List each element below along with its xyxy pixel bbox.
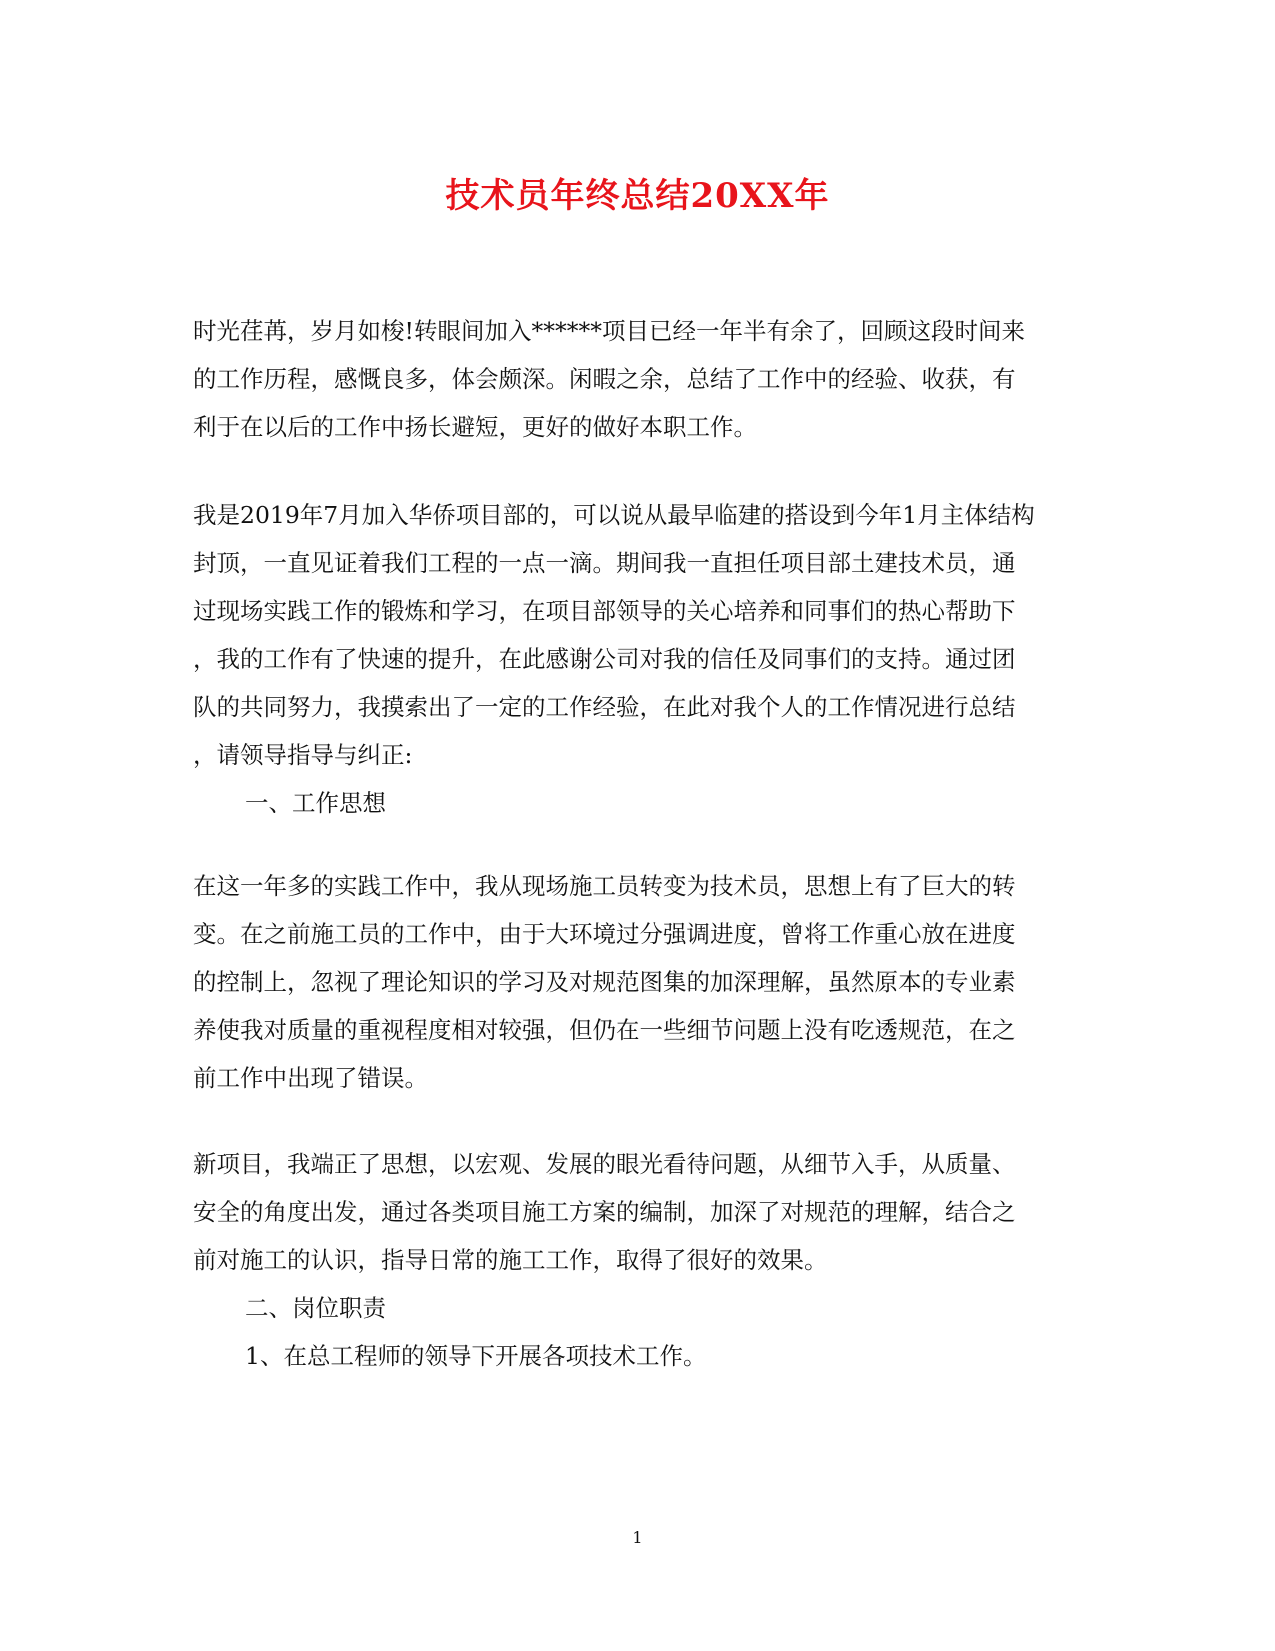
section-heading-1: 一、工作思想 [245,789,386,817]
text-line: 前对施工的认识，指导日常的施工工作，取得了很好的效果。 [193,1246,828,1274]
document-title: 技术员年终总结20XX年 [445,176,830,216]
text-line: 新项目，我端正了思想，以宏观、发展的眼光看待问题，从细节入手，从质量、 [193,1150,1016,1178]
section-heading-2: 二、岗位职责 [245,1294,386,1322]
text-line: 养使我对质量的重视程度相对较强，但仍在一些细节问题上没有吃透规范，在之 [193,1016,1016,1044]
paragraph-background [193,491,1083,827]
text-line: 利于在以后的工作中扬长避短，更好的做好本职工作。 [193,413,757,441]
list-item: 1、在总工程师的领导下开展各项技术工作。 [245,1342,707,1370]
page-number: 1 [632,1528,643,1547]
text-line: 变。在之前施工员的工作中，由于大环境过分强调进度，曾将工作重心放在进度 [193,920,1016,948]
text-line: 前工作中出现了错误。 [193,1064,428,1092]
text-line: 在这一年多的实践工作中，我从现场施工员转变为技术员，思想上有了巨大的转 [193,872,1016,900]
text-line: 的控制上，忽视了理论知识的学习及对规范图集的加深理解，虽然原本的专业素 [193,968,1016,996]
text-line: ，我的工作有了快速的提升，在此感谢公司对我的信任及同事们的支持。通过团 [193,645,1016,673]
text-line: 安全的角度出发，通过各类项目施工方案的编制，加深了对规范的理解，结合之 [193,1198,1016,1226]
text-line: 过现场实践工作的锻炼和学习，在项目部领导的关心培养和同事们的热心帮助下 [193,597,1016,625]
text-line: 队的共同努力，我摸索出了一定的工作经验，在此对我个人的工作情况进行总结 [193,693,1016,721]
text-line: 时光荏苒，岁月如梭!转眼间加入******项目已经一年半有余了，回顾这段时间来 [193,317,1025,345]
text-line: 的工作历程，感慨良多，体会颇深。闲暇之余，总结了工作中的经验、收获，有 [193,365,1016,393]
paragraph-intro [193,307,1083,451]
text-line: 我是2019年7月加入华侨项目部的，可以说从最早临建的搭设到今年1月主体结构 [193,501,1035,529]
text-line: ，请领导指导与纠正: [193,741,413,769]
text-line: 封顶，一直见证着我们工程的一点一滴。期间我一直担任项目部土建技术员，通 [193,549,1016,577]
paragraph-new-project [193,1140,1083,1380]
paragraph-work-thought [193,862,1083,1102]
